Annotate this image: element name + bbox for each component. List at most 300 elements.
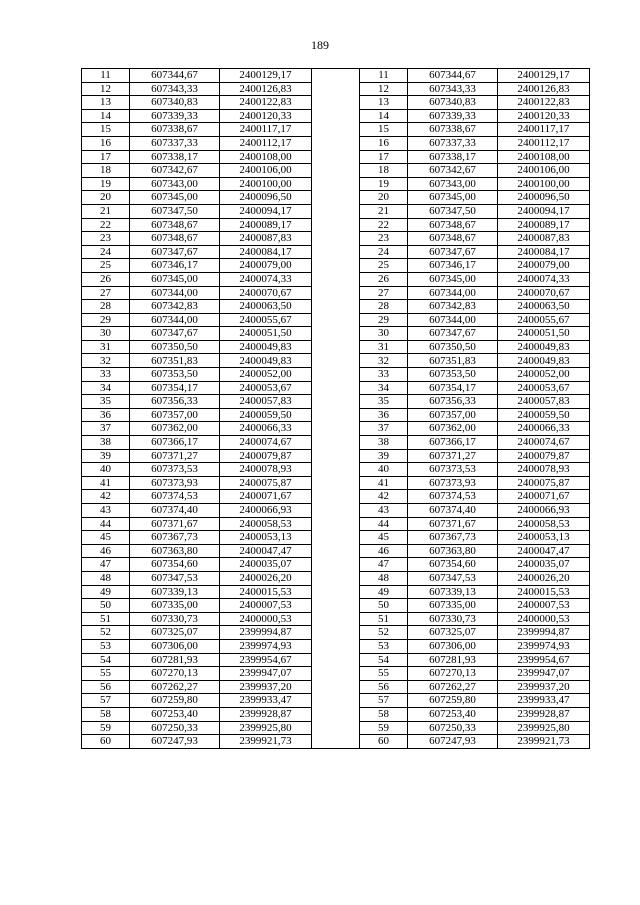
table-row bbox=[82, 313, 590, 327]
table-row bbox=[82, 422, 590, 436]
left-point-number-cell: 15 bbox=[82, 123, 130, 137]
page-number: 189 bbox=[311, 38, 329, 52]
right-y-coordinate-cell: 2400058,53 bbox=[498, 517, 590, 531]
table-row bbox=[82, 395, 590, 409]
left-x-coordinate-cell: 607363,80 bbox=[130, 544, 220, 558]
column-gap bbox=[312, 544, 360, 558]
right-x-coordinate-cell: 607330,73 bbox=[408, 612, 498, 626]
right-x-coordinate-cell: 607347,67 bbox=[408, 327, 498, 341]
left-x-coordinate-cell: 607337,33 bbox=[130, 136, 220, 150]
left-point-number-cell: 29 bbox=[82, 313, 130, 327]
right-x-coordinate-cell: 607366,17 bbox=[408, 436, 498, 450]
table-row bbox=[82, 232, 590, 246]
right-y-coordinate-cell: 2400052,00 bbox=[498, 368, 590, 382]
column-gap bbox=[312, 96, 360, 110]
left-x-coordinate-cell: 607348,67 bbox=[130, 218, 220, 232]
right-point-number-cell: 23 bbox=[360, 232, 408, 246]
left-x-coordinate-cell: 607347,67 bbox=[130, 327, 220, 341]
right-y-coordinate-cell: 2400094,17 bbox=[498, 204, 590, 218]
left-point-number-cell: 51 bbox=[82, 612, 130, 626]
left-y-coordinate-cell: 2400063,50 bbox=[220, 300, 312, 314]
left-x-coordinate-cell: 607347,53 bbox=[130, 571, 220, 585]
column-gap bbox=[312, 653, 360, 667]
left-y-coordinate-cell: 2400108,00 bbox=[220, 150, 312, 164]
right-point-number-cell: 24 bbox=[360, 245, 408, 259]
table-row bbox=[82, 381, 590, 395]
column-gap bbox=[312, 204, 360, 218]
left-point-number-cell: 59 bbox=[82, 721, 130, 735]
right-x-coordinate-cell: 607343,33 bbox=[408, 82, 498, 96]
right-y-coordinate-cell: 2399937,20 bbox=[498, 680, 590, 694]
left-y-coordinate-cell: 2399928,87 bbox=[220, 707, 312, 721]
left-point-number-cell: 31 bbox=[82, 340, 130, 354]
column-gap bbox=[312, 136, 360, 150]
left-point-number-cell: 38 bbox=[82, 436, 130, 450]
table-row bbox=[82, 327, 590, 341]
right-y-coordinate-cell: 2400035,07 bbox=[498, 558, 590, 572]
left-x-coordinate-cell: 607343,33 bbox=[130, 82, 220, 96]
left-x-coordinate-cell: 607344,00 bbox=[130, 313, 220, 327]
left-point-number-cell: 39 bbox=[82, 449, 130, 463]
left-point-number-cell: 55 bbox=[82, 667, 130, 681]
left-x-coordinate-cell: 607344,67 bbox=[130, 69, 220, 83]
right-x-coordinate-cell: 607351,83 bbox=[408, 354, 498, 368]
right-y-coordinate-cell: 2399925,80 bbox=[498, 721, 590, 735]
right-y-coordinate-cell: 2400066,33 bbox=[498, 422, 590, 436]
left-point-number-cell: 17 bbox=[82, 150, 130, 164]
left-point-number-cell: 35 bbox=[82, 395, 130, 409]
left-y-coordinate-cell: 2400096,50 bbox=[220, 191, 312, 205]
table-row bbox=[82, 204, 590, 218]
coordinates-table bbox=[81, 68, 590, 749]
right-point-number-cell: 42 bbox=[360, 490, 408, 504]
right-x-coordinate-cell: 607371,27 bbox=[408, 449, 498, 463]
column-gap bbox=[312, 340, 360, 354]
right-y-coordinate-cell: 2400063,50 bbox=[498, 300, 590, 314]
right-x-coordinate-cell: 607339,13 bbox=[408, 585, 498, 599]
column-gap bbox=[312, 558, 360, 572]
column-gap bbox=[312, 517, 360, 531]
column-gap bbox=[312, 667, 360, 681]
right-x-coordinate-cell: 607344,00 bbox=[408, 286, 498, 300]
left-y-coordinate-cell: 2400094,17 bbox=[220, 204, 312, 218]
left-point-number-cell: 12 bbox=[82, 82, 130, 96]
left-y-coordinate-cell: 2400066,93 bbox=[220, 504, 312, 518]
right-y-coordinate-cell: 2400126,83 bbox=[498, 82, 590, 96]
table-row bbox=[82, 504, 590, 518]
left-x-coordinate-cell: 607342,83 bbox=[130, 300, 220, 314]
left-point-number-cell: 25 bbox=[82, 259, 130, 273]
right-y-coordinate-cell: 2400117,17 bbox=[498, 123, 590, 137]
right-x-coordinate-cell: 607363,80 bbox=[408, 544, 498, 558]
left-x-coordinate-cell: 607343,00 bbox=[130, 177, 220, 191]
right-y-coordinate-cell: 2400106,00 bbox=[498, 164, 590, 178]
table-row bbox=[82, 476, 590, 490]
table-row bbox=[82, 544, 590, 558]
left-x-coordinate-cell: 607335,00 bbox=[130, 599, 220, 613]
left-point-number-cell: 22 bbox=[82, 218, 130, 232]
left-y-coordinate-cell: 2400066,33 bbox=[220, 422, 312, 436]
right-point-number-cell: 22 bbox=[360, 218, 408, 232]
table-row bbox=[82, 96, 590, 110]
table-row bbox=[82, 558, 590, 572]
left-point-number-cell: 40 bbox=[82, 463, 130, 477]
right-point-number-cell: 25 bbox=[360, 259, 408, 273]
left-point-number-cell: 44 bbox=[82, 517, 130, 531]
right-point-number-cell: 60 bbox=[360, 735, 408, 749]
left-y-coordinate-cell: 2400058,53 bbox=[220, 517, 312, 531]
right-point-number-cell: 56 bbox=[360, 680, 408, 694]
column-gap bbox=[312, 612, 360, 626]
left-point-number-cell: 23 bbox=[82, 232, 130, 246]
left-y-coordinate-cell: 2400075,87 bbox=[220, 476, 312, 490]
left-x-coordinate-cell: 607281,93 bbox=[130, 653, 220, 667]
right-x-coordinate-cell: 607306,00 bbox=[408, 639, 498, 653]
left-x-coordinate-cell: 607373,53 bbox=[130, 463, 220, 477]
left-x-coordinate-cell: 607345,00 bbox=[130, 272, 220, 286]
left-x-coordinate-cell: 607330,73 bbox=[130, 612, 220, 626]
right-y-coordinate-cell: 2400015,53 bbox=[498, 585, 590, 599]
right-x-coordinate-cell: 607335,00 bbox=[408, 599, 498, 613]
table-row bbox=[82, 463, 590, 477]
right-y-coordinate-cell: 2400066,93 bbox=[498, 504, 590, 518]
left-point-number-cell: 19 bbox=[82, 177, 130, 191]
left-y-coordinate-cell: 2400071,67 bbox=[220, 490, 312, 504]
right-x-coordinate-cell: 607250,33 bbox=[408, 721, 498, 735]
right-x-coordinate-cell: 607281,93 bbox=[408, 653, 498, 667]
right-x-coordinate-cell: 607356,33 bbox=[408, 395, 498, 409]
column-gap bbox=[312, 680, 360, 694]
right-point-number-cell: 49 bbox=[360, 585, 408, 599]
right-x-coordinate-cell: 607342,83 bbox=[408, 300, 498, 314]
right-y-coordinate-cell: 2400074,33 bbox=[498, 272, 590, 286]
right-y-coordinate-cell: 2400053,67 bbox=[498, 381, 590, 395]
left-x-coordinate-cell: 607340,83 bbox=[130, 96, 220, 110]
right-y-coordinate-cell: 2400129,17 bbox=[498, 69, 590, 83]
column-gap bbox=[312, 177, 360, 191]
right-y-coordinate-cell: 2399954,67 bbox=[498, 653, 590, 667]
left-y-coordinate-cell: 2400126,83 bbox=[220, 82, 312, 96]
right-y-coordinate-cell: 2400112,17 bbox=[498, 136, 590, 150]
table-row bbox=[82, 653, 590, 667]
table-row bbox=[82, 449, 590, 463]
right-x-coordinate-cell: 607262,27 bbox=[408, 680, 498, 694]
table-row bbox=[82, 490, 590, 504]
right-point-number-cell: 39 bbox=[360, 449, 408, 463]
right-point-number-cell: 31 bbox=[360, 340, 408, 354]
right-x-coordinate-cell: 607337,33 bbox=[408, 136, 498, 150]
left-point-number-cell: 54 bbox=[82, 653, 130, 667]
right-y-coordinate-cell: 2400049,83 bbox=[498, 354, 590, 368]
column-gap bbox=[312, 476, 360, 490]
left-y-coordinate-cell: 2400070,67 bbox=[220, 286, 312, 300]
right-point-number-cell: 45 bbox=[360, 531, 408, 545]
left-y-coordinate-cell: 2400053,67 bbox=[220, 381, 312, 395]
right-point-number-cell: 15 bbox=[360, 123, 408, 137]
left-y-coordinate-cell: 2400079,00 bbox=[220, 259, 312, 273]
left-x-coordinate-cell: 607342,67 bbox=[130, 164, 220, 178]
left-y-coordinate-cell: 2400078,93 bbox=[220, 463, 312, 477]
right-point-number-cell: 57 bbox=[360, 694, 408, 708]
left-point-number-cell: 21 bbox=[82, 204, 130, 218]
right-x-coordinate-cell: 607343,00 bbox=[408, 177, 498, 191]
column-gap bbox=[312, 259, 360, 273]
column-gap bbox=[312, 164, 360, 178]
right-point-number-cell: 40 bbox=[360, 463, 408, 477]
left-y-coordinate-cell: 2400015,53 bbox=[220, 585, 312, 599]
left-point-number-cell: 49 bbox=[82, 585, 130, 599]
column-gap bbox=[312, 422, 360, 436]
column-gap bbox=[312, 571, 360, 585]
left-point-number-cell: 47 bbox=[82, 558, 130, 572]
right-point-number-cell: 41 bbox=[360, 476, 408, 490]
table-row bbox=[82, 707, 590, 721]
right-x-coordinate-cell: 607353,50 bbox=[408, 368, 498, 382]
left-y-coordinate-cell: 2400047,47 bbox=[220, 544, 312, 558]
right-y-coordinate-cell: 2400047,47 bbox=[498, 544, 590, 558]
column-gap bbox=[312, 286, 360, 300]
right-point-number-cell: 12 bbox=[360, 82, 408, 96]
left-x-coordinate-cell: 607339,33 bbox=[130, 109, 220, 123]
left-point-number-cell: 43 bbox=[82, 504, 130, 518]
left-point-number-cell: 11 bbox=[82, 69, 130, 83]
left-point-number-cell: 36 bbox=[82, 408, 130, 422]
left-x-coordinate-cell: 607250,33 bbox=[130, 721, 220, 735]
left-x-coordinate-cell: 607371,27 bbox=[130, 449, 220, 463]
left-y-coordinate-cell: 2400057,83 bbox=[220, 395, 312, 409]
table-row bbox=[82, 639, 590, 653]
right-x-coordinate-cell: 607373,93 bbox=[408, 476, 498, 490]
left-y-coordinate-cell: 2400055,67 bbox=[220, 313, 312, 327]
right-point-number-cell: 44 bbox=[360, 517, 408, 531]
column-gap bbox=[312, 191, 360, 205]
column-gap bbox=[312, 368, 360, 382]
right-y-coordinate-cell: 2400000,53 bbox=[498, 612, 590, 626]
left-y-coordinate-cell: 2400049,83 bbox=[220, 354, 312, 368]
right-y-coordinate-cell: 2400026,20 bbox=[498, 571, 590, 585]
column-gap bbox=[312, 272, 360, 286]
right-y-coordinate-cell: 2400078,93 bbox=[498, 463, 590, 477]
left-x-coordinate-cell: 607366,17 bbox=[130, 436, 220, 450]
right-point-number-cell: 51 bbox=[360, 612, 408, 626]
table-row bbox=[82, 735, 590, 749]
right-x-coordinate-cell: 607371,67 bbox=[408, 517, 498, 531]
left-x-coordinate-cell: 607374,53 bbox=[130, 490, 220, 504]
right-point-number-cell: 30 bbox=[360, 327, 408, 341]
right-x-coordinate-cell: 607347,50 bbox=[408, 204, 498, 218]
right-point-number-cell: 28 bbox=[360, 300, 408, 314]
right-y-coordinate-cell: 2400071,67 bbox=[498, 490, 590, 504]
left-point-number-cell: 57 bbox=[82, 694, 130, 708]
left-x-coordinate-cell: 607353,50 bbox=[130, 368, 220, 382]
right-point-number-cell: 58 bbox=[360, 707, 408, 721]
left-x-coordinate-cell: 607374,40 bbox=[130, 504, 220, 518]
left-y-coordinate-cell: 2400049,83 bbox=[220, 340, 312, 354]
left-y-coordinate-cell: 2400084,17 bbox=[220, 245, 312, 259]
left-point-number-cell: 52 bbox=[82, 626, 130, 640]
left-x-coordinate-cell: 607348,67 bbox=[130, 232, 220, 246]
column-gap bbox=[312, 245, 360, 259]
right-x-coordinate-cell: 607247,93 bbox=[408, 735, 498, 749]
right-point-number-cell: 32 bbox=[360, 354, 408, 368]
right-x-coordinate-cell: 607354,17 bbox=[408, 381, 498, 395]
right-y-coordinate-cell: 2400100,00 bbox=[498, 177, 590, 191]
left-point-number-cell: 53 bbox=[82, 639, 130, 653]
column-gap bbox=[312, 436, 360, 450]
left-point-number-cell: 60 bbox=[82, 735, 130, 749]
left-x-coordinate-cell: 607354,60 bbox=[130, 558, 220, 572]
column-gap bbox=[312, 82, 360, 96]
column-gap bbox=[312, 721, 360, 735]
right-point-number-cell: 38 bbox=[360, 436, 408, 450]
column-gap bbox=[312, 218, 360, 232]
column-gap bbox=[312, 599, 360, 613]
right-y-coordinate-cell: 2400057,83 bbox=[498, 395, 590, 409]
right-point-number-cell: 50 bbox=[360, 599, 408, 613]
right-x-coordinate-cell: 607374,40 bbox=[408, 504, 498, 518]
left-y-coordinate-cell: 2400117,17 bbox=[220, 123, 312, 137]
right-y-coordinate-cell: 2400055,67 bbox=[498, 313, 590, 327]
left-x-coordinate-cell: 607338,67 bbox=[130, 123, 220, 137]
column-gap bbox=[312, 300, 360, 314]
left-point-number-cell: 13 bbox=[82, 96, 130, 110]
left-point-number-cell: 18 bbox=[82, 164, 130, 178]
left-y-coordinate-cell: 2400100,00 bbox=[220, 177, 312, 191]
column-gap bbox=[312, 395, 360, 409]
right-x-coordinate-cell: 607338,67 bbox=[408, 123, 498, 137]
left-y-coordinate-cell: 2400129,17 bbox=[220, 69, 312, 83]
right-point-number-cell: 29 bbox=[360, 313, 408, 327]
left-y-coordinate-cell: 2399947,07 bbox=[220, 667, 312, 681]
table-row bbox=[82, 286, 590, 300]
table-row bbox=[82, 517, 590, 531]
left-point-number-cell: 33 bbox=[82, 368, 130, 382]
left-y-coordinate-cell: 2400074,33 bbox=[220, 272, 312, 286]
right-x-coordinate-cell: 607340,83 bbox=[408, 96, 498, 110]
left-x-coordinate-cell: 607345,00 bbox=[130, 191, 220, 205]
right-y-coordinate-cell: 2400087,83 bbox=[498, 232, 590, 246]
left-y-coordinate-cell: 2400000,53 bbox=[220, 612, 312, 626]
right-y-coordinate-cell: 2400070,67 bbox=[498, 286, 590, 300]
right-y-coordinate-cell: 2400120,33 bbox=[498, 109, 590, 123]
table-row bbox=[82, 218, 590, 232]
column-gap bbox=[312, 735, 360, 749]
left-point-number-cell: 56 bbox=[82, 680, 130, 694]
right-y-coordinate-cell: 2400079,87 bbox=[498, 449, 590, 463]
left-x-coordinate-cell: 607350,50 bbox=[130, 340, 220, 354]
right-point-number-cell: 53 bbox=[360, 639, 408, 653]
table-row bbox=[82, 340, 590, 354]
column-gap bbox=[312, 313, 360, 327]
right-x-coordinate-cell: 607357,00 bbox=[408, 408, 498, 422]
table-row bbox=[82, 272, 590, 286]
column-gap bbox=[312, 232, 360, 246]
right-x-coordinate-cell: 607270,13 bbox=[408, 667, 498, 681]
column-gap bbox=[312, 463, 360, 477]
left-x-coordinate-cell: 607262,27 bbox=[130, 680, 220, 694]
right-x-coordinate-cell: 607374,53 bbox=[408, 490, 498, 504]
table-row bbox=[82, 680, 590, 694]
left-x-coordinate-cell: 607354,17 bbox=[130, 381, 220, 395]
table-row bbox=[82, 612, 590, 626]
column-gap bbox=[312, 585, 360, 599]
left-y-coordinate-cell: 2400112,17 bbox=[220, 136, 312, 150]
left-x-coordinate-cell: 607357,00 bbox=[130, 408, 220, 422]
right-point-number-cell: 52 bbox=[360, 626, 408, 640]
column-gap bbox=[312, 707, 360, 721]
left-point-number-cell: 46 bbox=[82, 544, 130, 558]
left-point-number-cell: 42 bbox=[82, 490, 130, 504]
left-point-number-cell: 50 bbox=[82, 599, 130, 613]
right-x-coordinate-cell: 607338,17 bbox=[408, 150, 498, 164]
column-gap bbox=[312, 531, 360, 545]
left-x-coordinate-cell: 607356,33 bbox=[130, 395, 220, 409]
column-gap bbox=[312, 639, 360, 653]
table-row bbox=[82, 150, 590, 164]
left-point-number-cell: 26 bbox=[82, 272, 130, 286]
left-point-number-cell: 34 bbox=[82, 381, 130, 395]
column-gap bbox=[312, 449, 360, 463]
table-row bbox=[82, 626, 590, 640]
right-x-coordinate-cell: 607348,67 bbox=[408, 232, 498, 246]
left-y-coordinate-cell: 2399933,47 bbox=[220, 694, 312, 708]
table-row bbox=[82, 721, 590, 735]
left-y-coordinate-cell: 2400035,07 bbox=[220, 558, 312, 572]
right-point-number-cell: 43 bbox=[360, 504, 408, 518]
left-y-coordinate-cell: 2399921,73 bbox=[220, 735, 312, 749]
right-point-number-cell: 11 bbox=[360, 69, 408, 83]
left-point-number-cell: 27 bbox=[82, 286, 130, 300]
left-x-coordinate-cell: 607259,80 bbox=[130, 694, 220, 708]
column-gap bbox=[312, 408, 360, 422]
right-y-coordinate-cell: 2400089,17 bbox=[498, 218, 590, 232]
table-row bbox=[82, 408, 590, 422]
left-x-coordinate-cell: 607373,93 bbox=[130, 476, 220, 490]
right-point-number-cell: 47 bbox=[360, 558, 408, 572]
table-row bbox=[82, 245, 590, 259]
left-y-coordinate-cell: 2399925,80 bbox=[220, 721, 312, 735]
right-y-coordinate-cell: 2400049,83 bbox=[498, 340, 590, 354]
left-x-coordinate-cell: 607339,13 bbox=[130, 585, 220, 599]
table-row bbox=[82, 164, 590, 178]
left-x-coordinate-cell: 607371,67 bbox=[130, 517, 220, 531]
right-point-number-cell: 13 bbox=[360, 96, 408, 110]
left-x-coordinate-cell: 607367,73 bbox=[130, 531, 220, 545]
left-x-coordinate-cell: 607347,67 bbox=[130, 245, 220, 259]
left-point-number-cell: 45 bbox=[82, 531, 130, 545]
table-row bbox=[82, 177, 590, 191]
left-point-number-cell: 32 bbox=[82, 354, 130, 368]
right-y-coordinate-cell: 2400079,00 bbox=[498, 259, 590, 273]
left-y-coordinate-cell: 2400079,87 bbox=[220, 449, 312, 463]
left-x-coordinate-cell: 607347,50 bbox=[130, 204, 220, 218]
left-y-coordinate-cell: 2399954,67 bbox=[220, 653, 312, 667]
right-y-coordinate-cell: 2400075,87 bbox=[498, 476, 590, 490]
left-x-coordinate-cell: 607338,17 bbox=[130, 150, 220, 164]
table-row bbox=[82, 571, 590, 585]
left-y-coordinate-cell: 2400122,83 bbox=[220, 96, 312, 110]
left-y-coordinate-cell: 2400087,83 bbox=[220, 232, 312, 246]
right-x-coordinate-cell: 607339,33 bbox=[408, 109, 498, 123]
right-x-coordinate-cell: 607350,50 bbox=[408, 340, 498, 354]
right-y-coordinate-cell: 2400007,53 bbox=[498, 599, 590, 613]
right-x-coordinate-cell: 607354,60 bbox=[408, 558, 498, 572]
left-y-coordinate-cell: 2400089,17 bbox=[220, 218, 312, 232]
table-row bbox=[82, 136, 590, 150]
table-row bbox=[82, 300, 590, 314]
right-x-coordinate-cell: 607342,67 bbox=[408, 164, 498, 178]
right-x-coordinate-cell: 607344,00 bbox=[408, 313, 498, 327]
